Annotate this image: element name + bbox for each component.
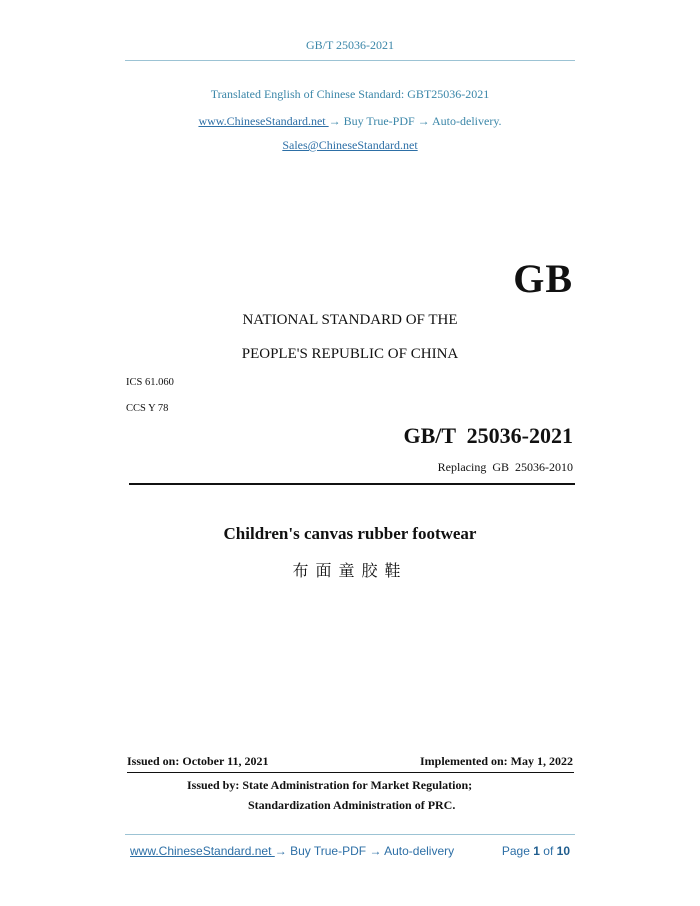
header-divider bbox=[125, 60, 575, 61]
site-link[interactable]: www.ChineseStandard.net bbox=[198, 114, 329, 128]
page-label: Page bbox=[501, 844, 530, 858]
footer-site-link[interactable]: www.ChineseStandard.net bbox=[130, 844, 275, 858]
header-standard-code: GB/T 25036-2021 bbox=[305, 38, 395, 52]
email-line bbox=[0, 138, 700, 153]
title-divider bbox=[129, 483, 575, 485]
title-english: Children's canvas rubber footwear bbox=[223, 524, 477, 543]
footer-buy-text: → Buy True-PDF → Auto-delivery bbox=[274, 844, 455, 858]
email-link[interactable]: Sales@ChineseStandard.net bbox=[282, 138, 418, 152]
title-chinese: 布面童胶鞋 bbox=[292, 561, 408, 580]
page-indicator bbox=[502, 844, 570, 858]
issued-by-line1: Issued by: State Administration for Market Regulation; bbox=[187, 778, 473, 792]
issued-on-date: Issued on: October 11, 2021 bbox=[127, 754, 269, 768]
standard-number: GB/T 25036-2021 bbox=[403, 423, 573, 448]
national-standard-line1: NATIONAL STANDARD OF THE bbox=[242, 312, 458, 328]
replacing-note: Replacing GB 25036-2010 bbox=[437, 460, 573, 474]
page-total: 10 bbox=[556, 844, 570, 858]
gb-logo: GB bbox=[513, 256, 573, 301]
footer-divider bbox=[125, 834, 575, 835]
translated-notice: Translated English of Chinese Standard: GBT25036-2021 bbox=[210, 87, 490, 101]
page-of: of bbox=[543, 844, 554, 858]
buy-text: → Buy True-PDF → Auto-delivery. bbox=[328, 114, 502, 128]
implemented-on-date: Implemented on: May 1, 2022 bbox=[420, 754, 573, 768]
national-standard-line2: PEOPLE'S REPUBLIC OF CHINA bbox=[241, 346, 459, 362]
footer-promo bbox=[130, 844, 454, 858]
promo-line bbox=[0, 114, 700, 129]
ics-code: ICS 61.060 bbox=[126, 377, 174, 388]
page-current: 1 bbox=[533, 844, 540, 858]
issuer-divider bbox=[127, 772, 574, 773]
issued-by-line2: Standardization Administration of PRC. bbox=[248, 798, 456, 812]
ccs-code: CCS Y 78 bbox=[126, 403, 169, 414]
